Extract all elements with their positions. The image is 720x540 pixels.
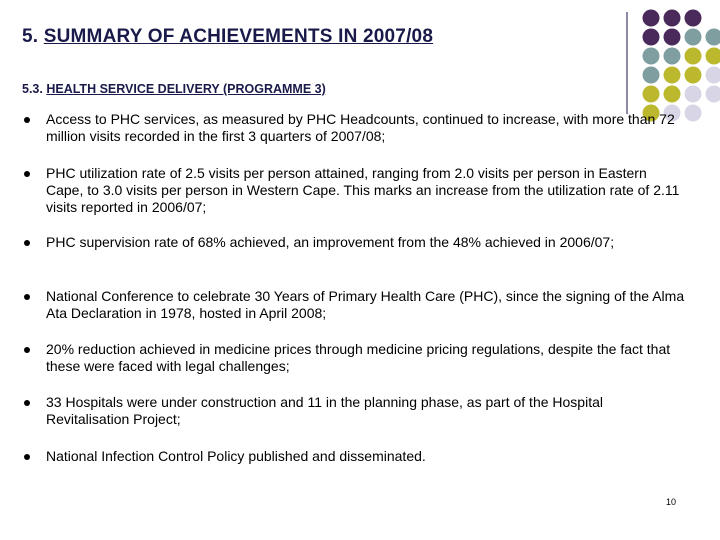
decorative-dot — [643, 48, 660, 65]
slide-title-text: SUMMARY OF ACHIEVEMENTS IN 2007/08 — [43, 26, 434, 47]
bullet-text: National Infection Control Policy published and disseminated. — [46, 448, 426, 464]
decorative-dot — [706, 67, 720, 84]
bullet-text: National Conference to celebrate 30 Years of Primary Health Care (PHC), since the signing of the Alma Ata Declaration in 1978, hosted in April 2008; — [46, 288, 685, 321]
decorative-dot — [685, 105, 702, 122]
decorative-dot — [643, 86, 660, 103]
decorative-dot — [685, 86, 702, 103]
decorative-dot — [664, 86, 681, 103]
decorative-dot — [664, 48, 681, 65]
decorative-dot — [685, 67, 702, 84]
decorative-dot — [706, 86, 720, 103]
decorative-dot — [706, 29, 720, 46]
bullet-text: 33 Hospitals were under construction and 11 in the planning phase, as part of the Hospital Revitalisation Project; — [46, 394, 603, 427]
bullet-marker — [24, 117, 30, 123]
bullet-marker — [24, 400, 30, 406]
decorative-dot — [643, 67, 660, 84]
decorative-dot — [664, 29, 681, 46]
decorative-dot — [685, 10, 702, 27]
bullet-text: PHC utilization rate of 2.5 visits per person attained, ranging from 2.0 visits per person in Eastern Cape, to 3.0 visits per person in Western Cape. This marks an increase from the utilization rate of 2.11 visits reported in 2006/07; — [46, 165, 680, 215]
decorative-dot — [685, 48, 702, 65]
decorative-dot — [664, 10, 681, 27]
section-subtitle-number: 5.3. — [22, 82, 47, 96]
bullet-text: PHC supervision rate of 68% achieved, an improvement from the 48% achieved in 2006/07; — [46, 234, 615, 250]
decorative-dot — [643, 10, 660, 27]
bullet-marker — [24, 294, 30, 300]
bullet-marker — [24, 347, 30, 353]
decorative-dot — [685, 29, 702, 46]
decorative-dot — [706, 48, 720, 65]
bullet-marker — [24, 240, 30, 246]
section-subtitle-text: HEALTH SERVICE DELIVERY (PROGRAMME 3) — [46, 82, 326, 96]
bullet-text: 20% reduction achieved in medicine prices through medicine pricing regulations, despite the fact that these were faced with legal challenges; — [46, 341, 671, 374]
decorative-dot — [643, 29, 660, 46]
slide-title-number: 5. — [22, 26, 44, 47]
decorative-dot — [664, 67, 681, 84]
page-number: 10 — [666, 497, 677, 507]
bullet-text: Access to PHC services, as measured by PHC Headcounts, continued to increase, with more than 72 million visits recorded in the first 3 quarters of 2007/08; — [46, 111, 675, 144]
bullet-marker — [24, 171, 30, 177]
bullet-marker — [24, 454, 30, 460]
